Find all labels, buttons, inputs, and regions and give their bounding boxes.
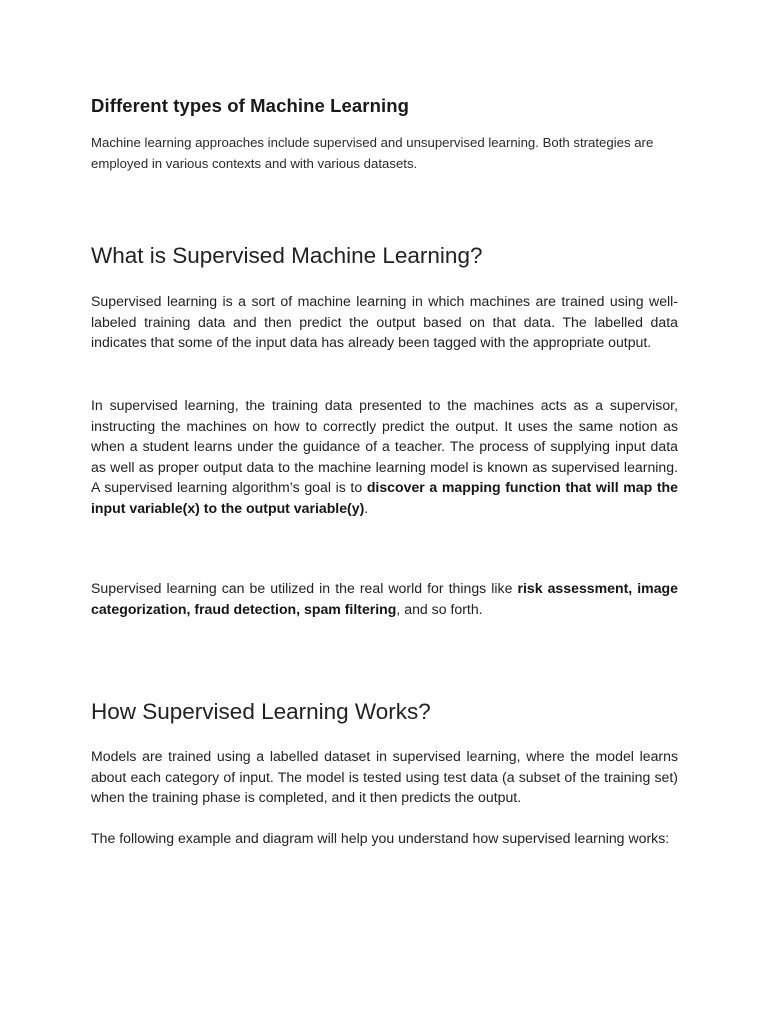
how-it-works-paragraph: Models are trained using a labelled dataset in supervised learning, where the model learns about each category of input. The model is tested using test data (a subset of the training set) when the training phase is completed, and it then predicts the output. <box>91 748 678 806</box>
real-world-uses-paragraph <box>91 578 678 619</box>
intro-paragraph: Machine learning approaches include supervised and unsupervised learning. Both strategies are employed in various contexts and with various datasets. <box>91 135 654 171</box>
paragraph-text-end: , and so forth. <box>396 600 483 617</box>
heading-supervised-ml: What is Supervised Machine Learning? <box>91 243 483 268</box>
heading-how-it-works: How Supervised Learning Works? <box>91 699 431 724</box>
supervised-supervisor-paragraph <box>91 395 678 519</box>
example-intro-paragraph: The following example and diagram will help you understand how supervised learning works: <box>91 830 670 846</box>
use-cases-emphasis: risk assessment, image categorization, fraud detection, spam filtering <box>91 580 678 617</box>
paragraph-text: In supervised learning, the training data presented to the machines acts as a supervisor, instructing the machines on how to correctly predict the output. It uses the same notion as when a student learns under the guidance of a teacher. The process of supplying input data as well as proper output data to the machine learning model is known as supervised learning. A supervised learning algorithm’s goal is to <box>91 397 678 496</box>
heading-types-of-ml: Different types of Machine Learning <box>91 95 410 116</box>
paragraph-text: Supervised learning can be utilized in the real world for things like <box>91 580 518 596</box>
supervised-definition-paragraph: Supervised learning is a sort of machine learning in which machines are trained using well-labeled training data and then predict the output based on that data. The labelled data indicates that some of the input data has already been tagged with the appropriate output. <box>91 293 678 351</box>
paragraph-text-end: . <box>364 499 369 516</box>
mapping-function-emphasis: discover a mapping function that will map the input variable(x) to the output variable(y) <box>91 479 678 516</box>
